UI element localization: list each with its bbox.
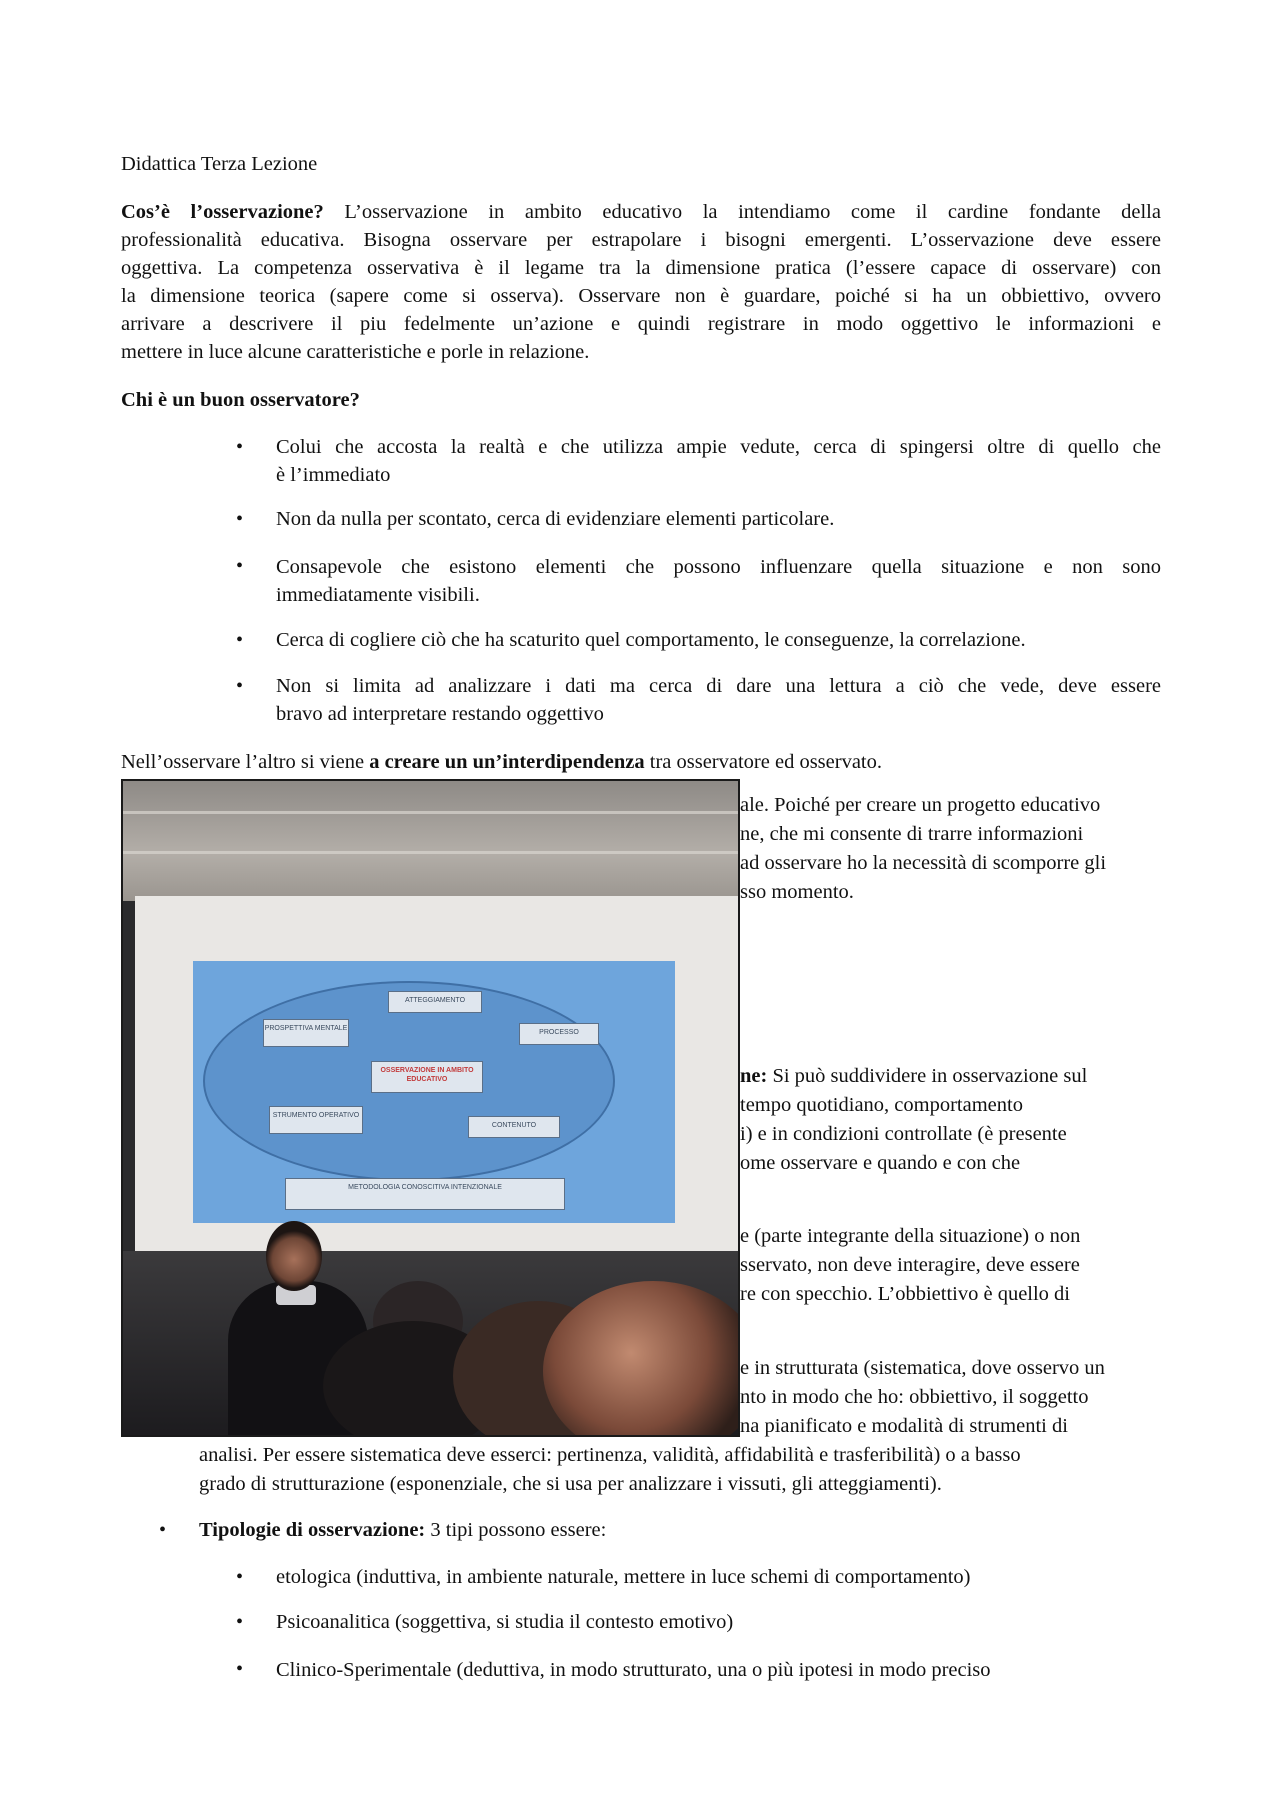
tipologie-heading: Tipologie di osservazione: 3 tipi possono essere:	[199, 1519, 607, 1541]
list-item-line: Clinico-Sperimentale (deduttiva, in modo strutturato, una o più ipotesi in modo preciso	[276, 1659, 991, 1681]
partial-text-line: ne, che mi consente di trarre informazioni	[740, 823, 1084, 845]
slide-box-strumento: STRUMENTO OPERATIVO	[269, 1106, 363, 1134]
list-item-line: etologica (induttiva, in ambiente naturale, mettere in luce schemi di comportamento)	[276, 1566, 971, 1588]
partial-text-line: ne: Si può suddividere in osservazione sul	[740, 1065, 1088, 1087]
bullet-marker: •	[236, 1566, 244, 1588]
partial-text-line: e (parte integrante della situazione) o non	[740, 1225, 1081, 1247]
slide-box-contenuto: CONTENUTO	[468, 1116, 560, 1138]
bullet-marker: •	[236, 555, 244, 577]
partial-text-line: sservato, non deve interagire, deve essere	[740, 1254, 1080, 1276]
paragraph-line: analisi. Per essere sistematica deve esserci: pertinenza, validità, affidabilità e trasferibilità) o a basso	[199, 1444, 1021, 1466]
slide-box-metodologia: METODOLOGIA CONOSCITIVA INTENZIONALE	[285, 1178, 565, 1210]
bullet-marker: •	[236, 675, 244, 697]
slide-box-prospettiva: PROSPETTIVA MENTALE	[263, 1019, 349, 1047]
partial-text-line: nto in modo che ho: obbiettivo, il soggetto	[740, 1386, 1089, 1408]
partial-text-line: e in strutturata (sistematica, dove osservo un	[740, 1357, 1105, 1379]
slide-box-atteggiamento: ATTEGGIAMENTO	[388, 991, 482, 1013]
bullet-marker: •	[159, 1519, 167, 1541]
list-item-line: Colui che accosta la realtà e che utilizza ampie vedute, cerca di spingersi oltre di quello che	[276, 436, 1161, 458]
bullet-marker: •	[236, 436, 244, 458]
partial-text-line: ome osservare e quando e con che	[740, 1152, 1021, 1174]
list-item-line: è l’immediato	[276, 464, 391, 486]
question-buon-osservatore: Chi è un buon osservatore?	[121, 389, 360, 411]
list-item-line: immediatamente visibili.	[276, 584, 480, 606]
partial-text-line: tempo quotidiano, comportamento	[740, 1094, 1023, 1116]
paragraph-line: Nell’osservare l’altro si viene a creare un un’interdipendenza tra osservatore ed osservato.	[121, 751, 882, 773]
question-osservazione: Cos’è l’osservazione?	[121, 201, 324, 223]
paragraph-line: la dimensione teorica (sapere come si osserva). Osservare non è guardare, poiché si ha un obbiettivo, ovvero	[121, 285, 1161, 307]
list-item-line: Psicoanalitica (soggettiva, si studia il contesto emotivo)	[276, 1611, 734, 1633]
paragraph-line: grado di strutturazione (esponenziale, che si usa per analizzare i vissuti, gli atteggiamenti).	[199, 1473, 942, 1495]
list-item-line: bravo ad interpretare restando oggettivo	[276, 703, 604, 725]
bullet-marker: •	[236, 1611, 244, 1633]
ceiling	[123, 781, 738, 901]
bullet-marker: •	[236, 508, 244, 530]
bullet-marker: •	[236, 629, 244, 651]
paragraph-line: Cos’è l’osservazione? L’osservazione in ambito educativo la intendiamo come il cardine fondante della	[121, 201, 1161, 223]
lecture-photo	[121, 779, 740, 1437]
document-heading: Didattica Terza Lezione	[121, 153, 318, 175]
partial-text-line: ale. Poiché per creare un progetto educativo	[740, 794, 1101, 816]
slide-box-center: OSSERVAZIONE IN AMBITO EDUCATIVO	[371, 1061, 483, 1093]
paragraph-line: mettere in luce alcune caratteristiche e porle in relazione.	[121, 341, 590, 363]
partial-text-line: na pianificato e modalità di strumenti di	[740, 1415, 1068, 1437]
list-item-line: Non da nulla per scontato, cerca di evidenziare elementi particolare.	[276, 508, 835, 530]
partial-text-line: re con specchio. L’obbiettivo è quello di	[740, 1283, 1071, 1305]
bullet-marker: •	[236, 1658, 244, 1680]
paragraph-line: arrivare a descrivere il piu fedelmente un’azione e quindi registrare in modo oggettivo le informazioni e	[121, 313, 1161, 335]
list-item-line: Consapevole che esistono elementi che possono influenzare quella situazione e non sono	[276, 556, 1161, 578]
partial-text-line: ad osservare ho la necessità di scomporre gli	[740, 852, 1107, 874]
slide-box-processo: PROCESSO	[519, 1023, 599, 1045]
paragraph-line: professionalità educativa. Bisogna osservare per estrapolare i bisogni emergenti. L’osservazione deve essere	[121, 229, 1161, 251]
partial-text-line: sso momento.	[740, 881, 854, 903]
partial-text-line: i) e in condizioni controllate (è presente	[740, 1123, 1067, 1145]
list-item-line: Cerca di cogliere ciò che ha scaturito quel comportamento, le conseguenze, la correlazione.	[276, 629, 1026, 651]
paragraph-line: oggettiva. La competenza osservativa è il legame tra la dimensione pratica (l’essere capace di osservare) con	[121, 257, 1161, 279]
list-item-line: Non si limita ad analizzare i dati ma cerca di dare una lettura a ciò che vede, deve essere	[276, 675, 1161, 697]
